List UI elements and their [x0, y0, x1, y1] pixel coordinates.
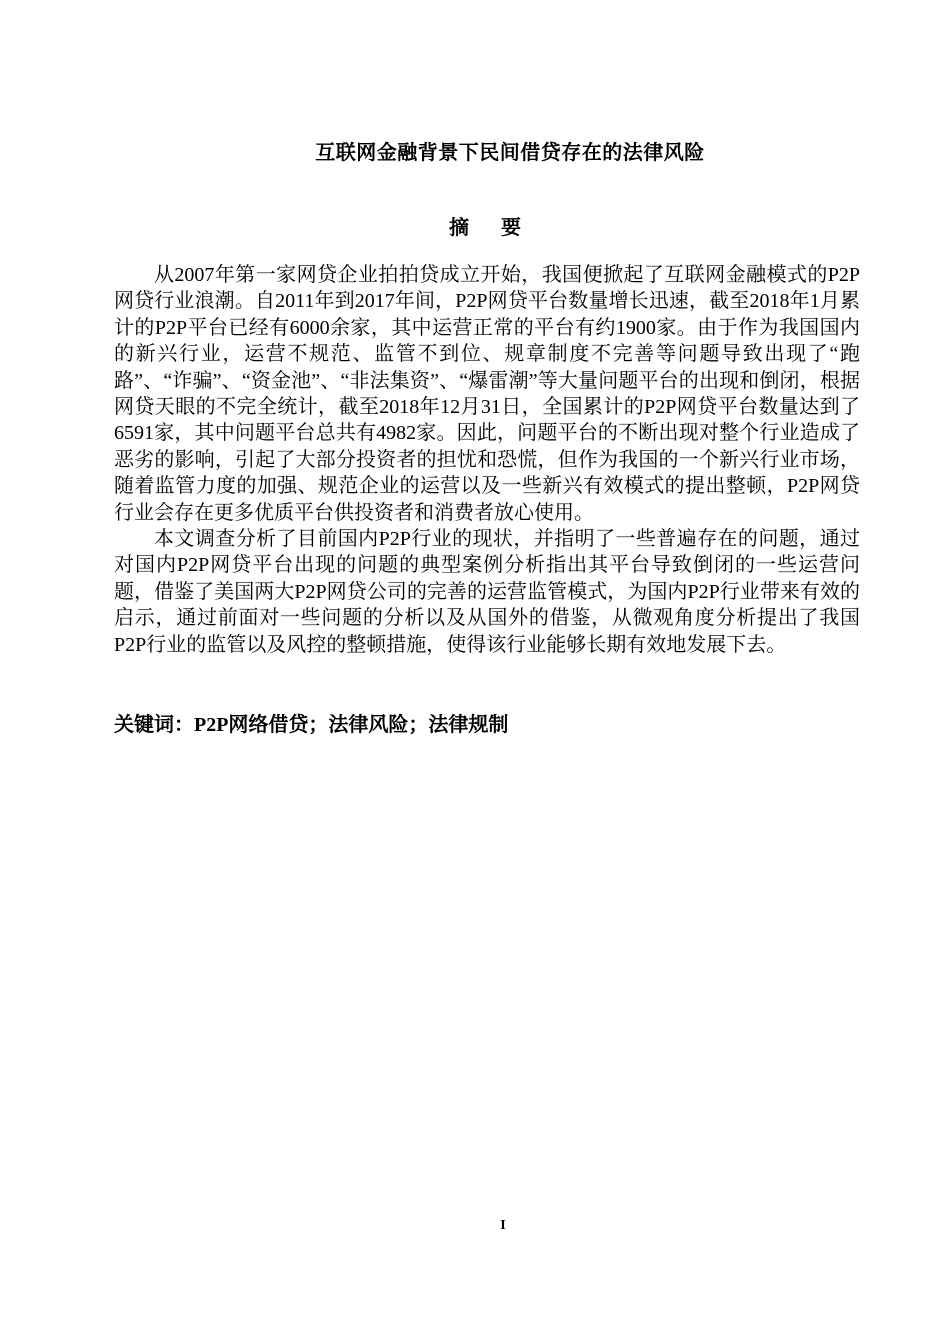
abstract-heading-left: 摘: [449, 217, 469, 239]
document-title: 互联网金融背景下民间借贷存在的法律风险: [315, 142, 705, 164]
keywords-line: 关键词：P2P网络借贷；法律风险；法律规制: [114, 714, 509, 736]
abstract-heading: [0, 211, 950, 240]
abstract-body: [114, 262, 860, 658]
abstract-paragraph-1: 从2007年第一家网贷企业拍拍贷成立开始，我国便掀起了互联网金融模式的P2P网贷行业浪潮。自2011年到2017年间，P2P网贷平台数量增长迅速，截至2018年1月累计的P2P平台已经有6000余家，其中运营正常的平台有约1900家。由于作为我国国内的新兴行业，运营不规范、监管不到位、规章制度不完善等问题导致出现了“跑路”、“诈骗”、“资金池”、“非法集资”、“爆雷潮”等大量问题平台的出现和倒闭，根据网贷天眼的不完全统计，截至2018年12月31日，全国累计的P2P网贷平台数量达到了6591家，其中问题平台总共有4982家。因此，问题平台的不断出现对整个行业造成了恶劣的影响，引起了大部分投资者的担忧和恐慌，但作为我国的一个新兴行业市场，随着监管力度的加强、规范企业的运营以及一些新兴有效模式的提出整顿，P2P网贷行业会存在更多优质平台供投资者和消费者放心使用。: [114, 264, 860, 524]
page-number: I: [500, 1218, 506, 1233]
abstract-heading-right: 要: [501, 217, 521, 239]
abstract-paragraph-2: 本文调查分析了目前国内P2P行业的现状，并指明了一些普遍存在的问题，通过对国内P2P网贷平台出现的问题的典型案例分析指出其平台导致倒闭的一些运营问题，借鉴了美国两大P2P网贷公司的完善的运营监管模式，为国内P2P行业带来有效的启示，通过前面对一些问题的分析以及从国外的借鉴，从微观角度分析提出了我国P2P行业的监管以及风控的整顿措施，使得该行业能够长期有效地发展下去。: [114, 528, 860, 656]
